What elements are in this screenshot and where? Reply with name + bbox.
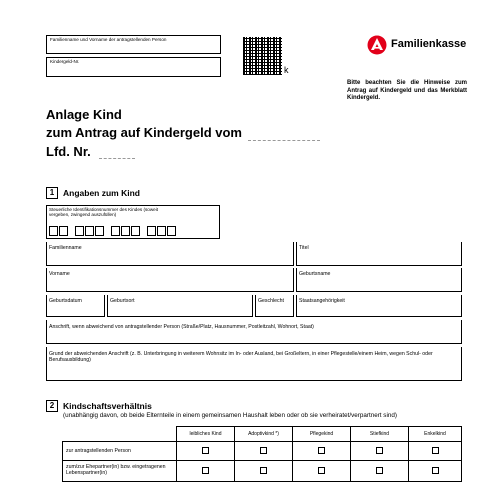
digit-box[interactable] [75, 226, 84, 236]
digit-box[interactable] [59, 226, 68, 236]
col-divider [176, 441, 177, 461]
col-divider [234, 441, 235, 461]
staatsangehoerigkeit-field[interactable] [296, 295, 462, 317]
familienname-label: Familienname [49, 245, 82, 251]
familienname-field[interactable] [46, 242, 294, 266]
digit-box[interactable] [95, 226, 104, 236]
col-divider [408, 460, 409, 482]
section1-number-text: 1 [49, 188, 55, 197]
checkbox-enkel-row1[interactable] [432, 447, 439, 454]
col-divider [350, 441, 351, 461]
tax-id-digits [49, 223, 177, 241]
checkbox-stief-row1[interactable] [376, 447, 383, 454]
tax-id-label: Steuerliche Identifikationsnummer des Kindes (soweit vergeben, zwingend auszufüllen) [49, 207, 159, 217]
col-divider [292, 460, 293, 482]
hint-text: Bitte beachten Sie die Hinweise zum Antrag auf Kindergeld und das Merkblatt Kindergeld. [347, 80, 467, 101]
col-header [292, 426, 351, 442]
section1-number [46, 187, 58, 199]
vorname-label: Vorname [49, 271, 70, 277]
lfd-nr-input[interactable] [99, 158, 135, 159]
checkbox-adoptiv-row2[interactable] [260, 467, 267, 474]
checkbox-enkel-row2[interactable] [432, 467, 439, 474]
geburtsname-label: Geburtsname [299, 271, 331, 277]
table-corner [62, 426, 178, 442]
anschrift-field[interactable] [46, 320, 462, 344]
digit-box[interactable] [147, 226, 156, 236]
date-input[interactable] [248, 140, 320, 141]
digit-box[interactable] [111, 226, 120, 236]
col-divider [408, 441, 409, 461]
checkbox-leiblich-row1[interactable] [202, 447, 209, 454]
geschlecht-label: Geschlecht [258, 298, 284, 304]
kindergeld-nr-field[interactable] [46, 57, 221, 77]
kindergeld-nr-label: Kindergeld-Nr. [50, 59, 80, 64]
col-header [350, 426, 409, 442]
checkbox-leiblich-row2[interactable] [202, 467, 209, 474]
digit-box[interactable] [49, 226, 58, 236]
checkbox-pflege-row2[interactable] [318, 467, 325, 474]
brand-name: Familienkasse [391, 38, 467, 50]
parent-name-field[interactable] [46, 35, 221, 54]
col-header [176, 426, 235, 442]
grund-field[interactable] [46, 347, 462, 381]
geschlecht-field[interactable] [255, 295, 294, 317]
digit-box[interactable] [121, 226, 130, 236]
title-line3: Lfd. Nr. [46, 144, 91, 159]
qr-suffix: k [284, 65, 289, 75]
col-header-text: Stiefkind [369, 431, 390, 437]
section2-title: Kindschaftsverhältnis [63, 401, 152, 411]
section2-subtitle: (unabhängig davon, ob beide Elternteile in einem gemeinsamen Haushalt leben oder ob sie verheiratet/verpartnert sind) [63, 412, 397, 419]
section2-number-text: 2 [49, 401, 55, 410]
col-header [234, 426, 293, 442]
grund-label: Grund der abweichenden Anschrift (z. B. Unterbringung in weiterem Wohnsitz im In- oder Ausland, bei Großeltern, in einer Pflegestelle/einem Heim, wegen Schul- oder Berufsausbildung) [49, 351, 433, 363]
row-label: zur antragstellenden Person [66, 448, 131, 454]
col-divider [292, 441, 293, 461]
title-line1: Anlage Kind [46, 107, 122, 122]
col-header-text: Pflegekind [309, 431, 334, 437]
section2-number [46, 400, 58, 412]
col-header-text: Enkelkind [424, 431, 446, 437]
geburtsname-field[interactable] [296, 268, 462, 292]
col-divider [234, 460, 235, 482]
col-header-text: Adoptivkind *) [248, 431, 279, 437]
title-line2: zum Antrag auf Kindergeld vom [46, 125, 242, 140]
parent-name-label: Familienname und Vorname der antragstellenden Person [50, 37, 167, 42]
geburtsort-field[interactable] [107, 295, 253, 317]
digit-box[interactable] [167, 226, 176, 236]
geburtsdatum-field[interactable] [46, 295, 105, 317]
kindschaft-table [62, 426, 462, 480]
geburtsort-label: Geburtsort [110, 298, 135, 304]
digit-box[interactable] [85, 226, 94, 236]
vorname-field[interactable] [46, 268, 294, 292]
familienkasse-logo-icon [367, 35, 387, 55]
titel-label: Titel [299, 245, 309, 251]
digit-box[interactable] [157, 226, 166, 236]
staatsangehoerigkeit-label: Staatsangehörigkeit [299, 298, 345, 304]
row-label: zum/zur Ehepartner(in) bzw. eingetragenen Lebenspartner(in) [66, 464, 166, 476]
section1-title: Angaben zum Kind [63, 188, 140, 198]
col-divider [350, 460, 351, 482]
checkbox-stief-row2[interactable] [376, 467, 383, 474]
digit-box[interactable] [131, 226, 140, 236]
checkbox-pflege-row1[interactable] [318, 447, 325, 454]
col-divider [176, 460, 177, 482]
col-header-text: leibliches Kind [189, 431, 222, 437]
anschrift-label: Anschrift, wenn abweichend von antragstellender Person (Straße/Platz, Hausnummer, Postleitzahl, Wohnort, Staat) [49, 324, 314, 330]
geburtsdatum-label: Geburtsdatum [49, 298, 82, 304]
qr-code [243, 37, 282, 75]
tax-id-field[interactable] [46, 205, 220, 239]
titel-field[interactable] [296, 242, 462, 266]
checkbox-adoptiv-row1[interactable] [260, 447, 267, 454]
col-header [408, 426, 462, 442]
